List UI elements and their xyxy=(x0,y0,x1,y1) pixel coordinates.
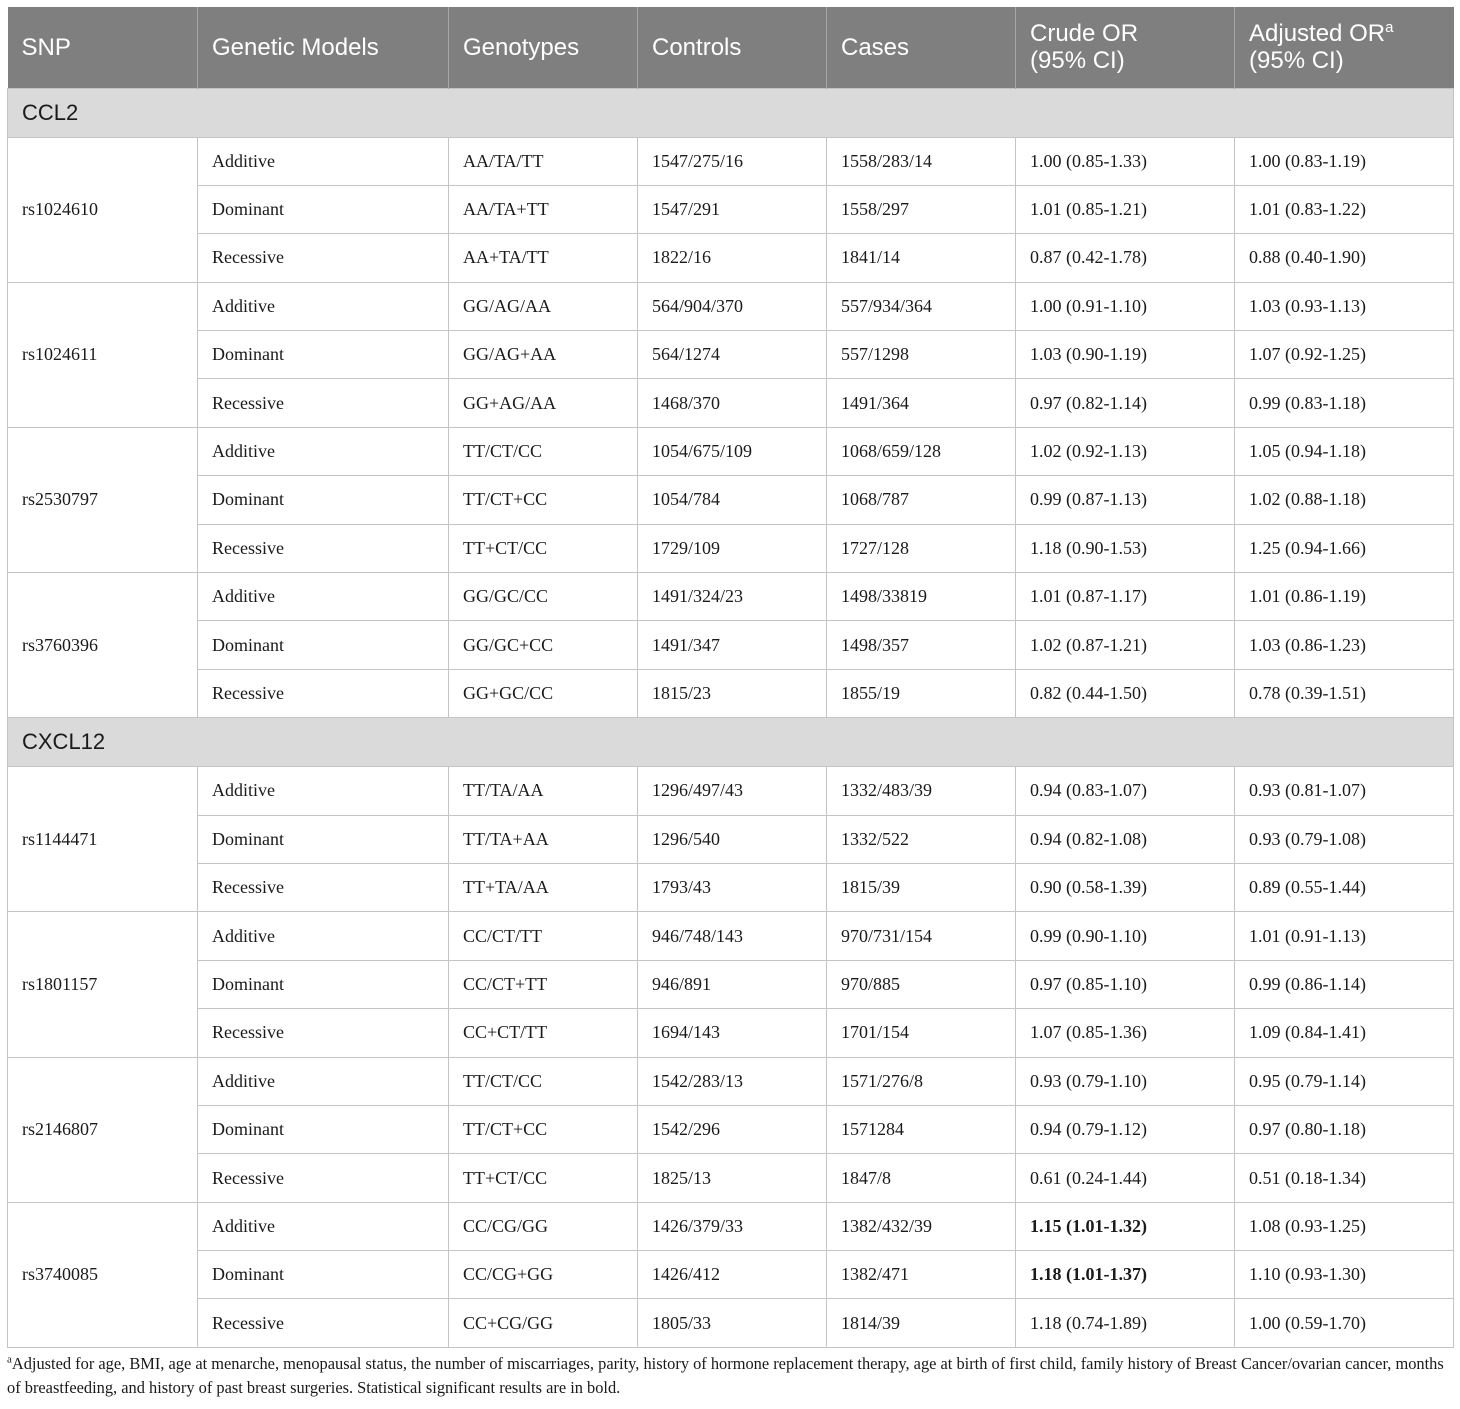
table-row xyxy=(8,1105,1454,1153)
snp-cell: rs1801157 xyxy=(8,912,198,1057)
crude-or-cell: 0.82 (0.44-1.50) xyxy=(1016,669,1235,717)
adjusted-or-cell: 1.10 (0.93-1.30) xyxy=(1235,1251,1454,1299)
cases-cell: 1332/522 xyxy=(827,815,1016,863)
adjusted-or-cell: 0.93 (0.81-1.07) xyxy=(1235,767,1454,815)
cases-cell: 557/934/364 xyxy=(827,282,1016,330)
adjusted-or-cell: 0.93 (0.79-1.08) xyxy=(1235,815,1454,863)
footnote-text: Adjusted for age, BMI, age at menarche, menopausal status, the number of miscarriages, parity, history of hormone replacement therapy, age at birth of first child, family history of Breast Cancer/ovarian cancer, months of breastfeeding, and history of past breast surgeries. Statistical significant results are in bold. xyxy=(7,1354,1444,1397)
genetic-model-cell: Recessive xyxy=(198,234,449,282)
cases-cell: 970/731/154 xyxy=(827,912,1016,960)
genotypes-cell: GG+AG/AA xyxy=(449,379,638,427)
adjusted-or-cell: 1.08 (0.93-1.25) xyxy=(1235,1202,1454,1250)
controls-cell: 1815/23 xyxy=(638,669,827,717)
controls-cell: 1805/33 xyxy=(638,1299,827,1347)
adjusted-or-cell: 1.02 (0.88-1.18) xyxy=(1235,476,1454,524)
header-crude-or xyxy=(1016,7,1235,88)
crude-or-cell: 0.99 (0.90-1.10) xyxy=(1016,912,1235,960)
adjusted-or-cell: 1.03 (0.86-1.23) xyxy=(1235,621,1454,669)
adjusted-or-cell: 1.09 (0.84-1.41) xyxy=(1235,1009,1454,1057)
table-row xyxy=(8,1057,1454,1105)
crude-or-cell: 1.03 (0.90-1.19) xyxy=(1016,331,1235,379)
genotypes-cell: CC/CG+GG xyxy=(449,1251,638,1299)
genotypes-cell: GG/AG/AA xyxy=(449,282,638,330)
header-controls-label: Controls xyxy=(652,33,742,61)
snp-cell: rs1024610 xyxy=(8,137,198,282)
controls-cell: 1547/275/16 xyxy=(638,137,827,185)
cases-cell: 1571284 xyxy=(827,1105,1016,1153)
cases-cell: 1558/283/14 xyxy=(827,137,1016,185)
genotypes-cell: TT+TA/AA xyxy=(449,863,638,911)
controls-cell: 1542/283/13 xyxy=(638,1057,827,1105)
adjusted-or-cell: 0.51 (0.18-1.34) xyxy=(1235,1154,1454,1202)
header-genetic-models xyxy=(198,7,449,88)
cases-cell: 1498/357 xyxy=(827,621,1016,669)
cases-cell: 1571/276/8 xyxy=(827,1057,1016,1105)
genetic-model-cell: Recessive xyxy=(198,1009,449,1057)
table-footnote xyxy=(7,1352,1457,1400)
genetic-model-cell: Additive xyxy=(198,573,449,621)
header-adjusted-line2: (95% CI) xyxy=(1249,47,1344,75)
genetic-model-cell: Dominant xyxy=(198,815,449,863)
cases-cell: 1814/39 xyxy=(827,1299,1016,1347)
adjusted-or-cell: 0.89 (0.55-1.44) xyxy=(1235,863,1454,911)
genetic-model-cell: Recessive xyxy=(198,669,449,717)
genotypes-cell: TT/CT+CC xyxy=(449,476,638,524)
cases-cell: 1701/154 xyxy=(827,1009,1016,1057)
genetic-model-cell: Additive xyxy=(198,282,449,330)
genotypes-cell: TT+CT/CC xyxy=(449,1154,638,1202)
controls-cell: 1491/347 xyxy=(638,621,827,669)
table-row xyxy=(8,1251,1454,1299)
controls-cell: 1547/291 xyxy=(638,185,827,233)
table-row xyxy=(8,185,1454,233)
crude-or-cell: 1.02 (0.87-1.21) xyxy=(1016,621,1235,669)
cases-cell: 970/885 xyxy=(827,960,1016,1008)
genetic-model-cell: Dominant xyxy=(198,960,449,1008)
cases-cell: 1841/14 xyxy=(827,234,1016,282)
adjusted-or-cell: 1.01 (0.86-1.19) xyxy=(1235,573,1454,621)
cases-cell: 1815/39 xyxy=(827,863,1016,911)
cases-cell: 1558/297 xyxy=(827,185,1016,233)
cases-cell: 1498/33819 xyxy=(827,573,1016,621)
header-adjusted-or xyxy=(1235,7,1454,88)
adjusted-or-cell: 1.00 (0.83-1.19) xyxy=(1235,137,1454,185)
controls-cell: 1296/497/43 xyxy=(638,767,827,815)
table-row xyxy=(8,815,1454,863)
snp-cell: rs2530797 xyxy=(8,427,198,572)
table-row xyxy=(8,621,1454,669)
header-crude-line2: (95% CI) xyxy=(1030,47,1125,75)
table-row xyxy=(8,331,1454,379)
crude-or-cell: 0.87 (0.42-1.78) xyxy=(1016,234,1235,282)
group-row xyxy=(8,88,1454,137)
genotypes-cell: TT+CT/CC xyxy=(449,524,638,572)
crude-or-cell: 1.07 (0.85-1.36) xyxy=(1016,1009,1235,1057)
genetic-model-cell: Dominant xyxy=(198,1105,449,1153)
genotypes-cell: AA/TA/TT xyxy=(449,137,638,185)
controls-cell: 1426/412 xyxy=(638,1251,827,1299)
adjusted-or-cell: 0.99 (0.83-1.18) xyxy=(1235,379,1454,427)
genotypes-cell: GG/AG+AA xyxy=(449,331,638,379)
genetic-model-cell: Additive xyxy=(198,767,449,815)
group-row xyxy=(8,718,1454,767)
cases-cell: 1068/659/128 xyxy=(827,427,1016,475)
genetic-model-cell: Recessive xyxy=(198,1299,449,1347)
genotypes-cell: CC+CT/TT xyxy=(449,1009,638,1057)
table-header xyxy=(8,7,1454,88)
table-row xyxy=(8,524,1454,572)
snp-cell: rs3760396 xyxy=(8,573,198,718)
crude-or-cell: 1.02 (0.92-1.13) xyxy=(1016,427,1235,475)
genotypes-cell: TT/CT/CC xyxy=(449,1057,638,1105)
controls-cell: 1542/296 xyxy=(638,1105,827,1153)
table-row xyxy=(8,137,1454,185)
controls-cell: 1825/13 xyxy=(638,1154,827,1202)
genetic-model-cell: Additive xyxy=(198,1057,449,1105)
table-row xyxy=(8,379,1454,427)
controls-cell: 1822/16 xyxy=(638,234,827,282)
controls-cell: 1296/540 xyxy=(638,815,827,863)
crude-or-cell: 0.97 (0.82-1.14) xyxy=(1016,379,1235,427)
genetic-model-cell: Dominant xyxy=(198,476,449,524)
crude-or-cell: 1.01 (0.85-1.21) xyxy=(1016,185,1235,233)
snp-cell: rs1144471 xyxy=(8,767,198,912)
genotypes-cell: CC/CG/GG xyxy=(449,1202,638,1250)
adjusted-or-cell: 0.88 (0.40-1.90) xyxy=(1235,234,1454,282)
controls-cell: 1426/379/33 xyxy=(638,1202,827,1250)
crude-or-cell: 0.97 (0.85-1.10) xyxy=(1016,960,1235,1008)
cases-cell: 1382/471 xyxy=(827,1251,1016,1299)
snp-cell: rs2146807 xyxy=(8,1057,198,1202)
header-adjusted-line1: Adjusted OR xyxy=(1249,20,1386,48)
table-row xyxy=(8,1299,1454,1347)
header-genotypes xyxy=(449,7,638,88)
adjusted-or-cell: 0.97 (0.80-1.18) xyxy=(1235,1105,1454,1153)
header-cases xyxy=(827,7,1016,88)
genotypes-cell: TT/TA/AA xyxy=(449,767,638,815)
crude-or-cell: 0.99 (0.87-1.13) xyxy=(1016,476,1235,524)
results-table-container xyxy=(7,7,1453,1348)
crude-or-cell: 0.94 (0.82-1.08) xyxy=(1016,815,1235,863)
header-snp-label: SNP xyxy=(21,33,71,61)
genetic-model-cell: Recessive xyxy=(198,524,449,572)
adjusted-or-cell: 1.07 (0.92-1.25) xyxy=(1235,331,1454,379)
adjusted-or-cell: 1.01 (0.91-1.13) xyxy=(1235,912,1454,960)
adjusted-or-cell: 1.00 (0.59-1.70) xyxy=(1235,1299,1454,1347)
controls-cell: 946/748/143 xyxy=(638,912,827,960)
header-adjusted-footnote-marker: a xyxy=(1385,19,1394,37)
cases-cell: 1855/19 xyxy=(827,669,1016,717)
cases-cell: 1332/483/39 xyxy=(827,767,1016,815)
table-row xyxy=(8,1009,1454,1057)
adjusted-or-cell: 1.05 (0.94-1.18) xyxy=(1235,427,1454,475)
table-row xyxy=(8,1202,1454,1250)
genetic-model-cell: Additive xyxy=(198,912,449,960)
cases-cell: 1847/8 xyxy=(827,1154,1016,1202)
table-row xyxy=(8,669,1454,717)
cases-cell: 557/1298 xyxy=(827,331,1016,379)
crude-or-cell: 1.18 (0.90-1.53) xyxy=(1016,524,1235,572)
genotypes-cell: TT/CT/CC xyxy=(449,427,638,475)
controls-cell: 1793/43 xyxy=(638,863,827,911)
genetic-model-cell: Recessive xyxy=(198,379,449,427)
genetic-model-cell: Dominant xyxy=(198,185,449,233)
snp-cell: rs1024611 xyxy=(8,282,198,427)
genotype-association-table xyxy=(7,7,1454,1348)
table-row xyxy=(8,476,1454,524)
genetic-model-cell: Recessive xyxy=(198,1154,449,1202)
adjusted-or-cell: 1.03 (0.93-1.13) xyxy=(1235,282,1454,330)
crude-or-cell: 0.94 (0.83-1.07) xyxy=(1016,767,1235,815)
crude-or-cell: 0.94 (0.79-1.12) xyxy=(1016,1105,1235,1153)
genotypes-cell: CC+CG/GG xyxy=(449,1299,638,1347)
genotypes-cell: GG+GC/CC xyxy=(449,669,638,717)
genetic-model-cell: Recessive xyxy=(198,863,449,911)
table-row xyxy=(8,427,1454,475)
controls-cell: 564/904/370 xyxy=(638,282,827,330)
adjusted-or-cell: 1.25 (0.94-1.66) xyxy=(1235,524,1454,572)
adjusted-or-cell: 0.95 (0.79-1.14) xyxy=(1235,1057,1454,1105)
genotypes-cell: AA/TA+TT xyxy=(449,185,638,233)
crude-or-cell: 0.93 (0.79-1.10) xyxy=(1016,1057,1235,1105)
cases-cell: 1491/364 xyxy=(827,379,1016,427)
genotypes-cell: TT/CT+CC xyxy=(449,1105,638,1153)
crude-or-cell: 1.15 (1.01-1.32) xyxy=(1016,1202,1235,1250)
genetic-model-cell: Additive xyxy=(198,427,449,475)
table-row xyxy=(8,912,1454,960)
crude-or-cell: 1.01 (0.87-1.17) xyxy=(1016,573,1235,621)
genetic-model-cell: Dominant xyxy=(198,331,449,379)
table-row xyxy=(8,960,1454,1008)
table-row xyxy=(8,767,1454,815)
controls-cell: 564/1274 xyxy=(638,331,827,379)
crude-or-cell: 0.90 (0.58-1.39) xyxy=(1016,863,1235,911)
snp-cell: rs3740085 xyxy=(8,1202,198,1347)
controls-cell: 1694/143 xyxy=(638,1009,827,1057)
genetic-model-cell: Dominant xyxy=(198,621,449,669)
header-models-label: Genetic Models xyxy=(212,33,379,61)
controls-cell: 1054/675/109 xyxy=(638,427,827,475)
controls-cell: 946/891 xyxy=(638,960,827,1008)
cases-cell: 1727/128 xyxy=(827,524,1016,572)
genetic-model-cell: Additive xyxy=(198,1202,449,1250)
genotypes-cell: AA+TA/TT xyxy=(449,234,638,282)
header-crude-line1: Crude OR xyxy=(1030,20,1139,48)
crude-or-cell: 0.61 (0.24-1.44) xyxy=(1016,1154,1235,1202)
header-snp xyxy=(8,7,198,88)
controls-cell: 1468/370 xyxy=(638,379,827,427)
table-body xyxy=(8,88,1454,1347)
header-row xyxy=(8,7,1454,88)
genotypes-cell: CC/CT+TT xyxy=(449,960,638,1008)
controls-cell: 1054/784 xyxy=(638,476,827,524)
crude-or-cell: 1.00 (0.91-1.10) xyxy=(1016,282,1235,330)
controls-cell: 1491/324/23 xyxy=(638,573,827,621)
adjusted-or-cell: 0.99 (0.86-1.14) xyxy=(1235,960,1454,1008)
header-controls xyxy=(638,7,827,88)
adjusted-or-cell: 0.78 (0.39-1.51) xyxy=(1235,669,1454,717)
crude-or-cell: 1.18 (1.01-1.37) xyxy=(1016,1251,1235,1299)
genetic-model-cell: Additive xyxy=(198,137,449,185)
table-row xyxy=(8,282,1454,330)
crude-or-cell: 1.00 (0.85-1.33) xyxy=(1016,137,1235,185)
group-label: CXCL12 xyxy=(8,718,1454,767)
cases-cell: 1068/787 xyxy=(827,476,1016,524)
genotypes-cell: CC/CT/TT xyxy=(449,912,638,960)
genotypes-cell: TT/TA+AA xyxy=(449,815,638,863)
table-row xyxy=(8,573,1454,621)
genetic-model-cell: Dominant xyxy=(198,1251,449,1299)
header-cases-label: Cases xyxy=(841,33,910,61)
adjusted-or-cell: 1.01 (0.83-1.22) xyxy=(1235,185,1454,233)
genotypes-cell: GG/GC+CC xyxy=(449,621,638,669)
footnote-marker: a xyxy=(7,1353,12,1366)
table-row xyxy=(8,1154,1454,1202)
cases-cell: 1382/432/39 xyxy=(827,1202,1016,1250)
genotypes-cell: GG/GC/CC xyxy=(449,573,638,621)
table-row xyxy=(8,234,1454,282)
group-label: CCL2 xyxy=(8,88,1454,137)
controls-cell: 1729/109 xyxy=(638,524,827,572)
crude-or-cell: 1.18 (0.74-1.89) xyxy=(1016,1299,1235,1347)
header-genotypes-label: Genotypes xyxy=(463,33,580,61)
table-row xyxy=(8,863,1454,911)
